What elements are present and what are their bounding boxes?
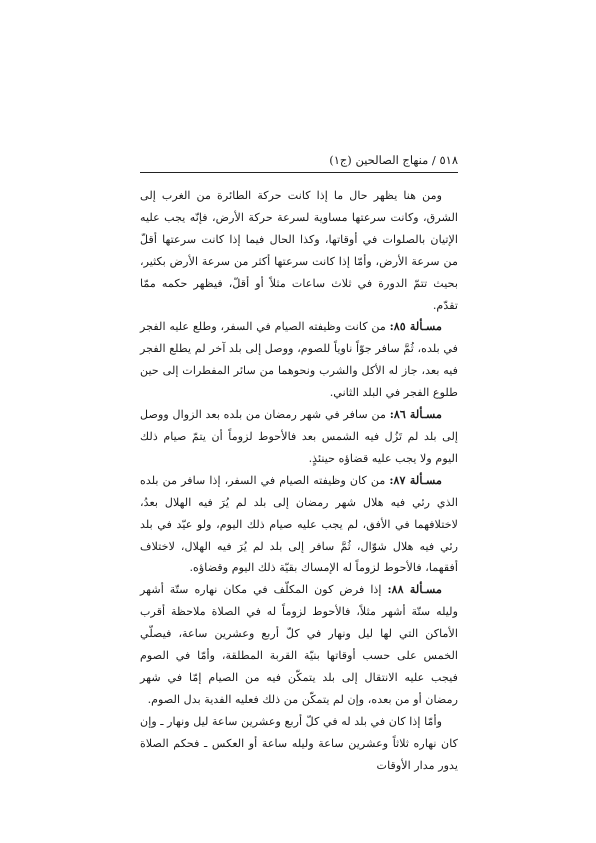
header-rule xyxy=(140,172,458,173)
page-body xyxy=(140,185,458,776)
paragraph-text: إذا فرض كون المكلّف في مكان نهاره ستّة أشهر وليله ستّة أشهر مثلاً، فالأحوط لزوماً له في الصلاة ملاحظة أقرب الأماكن التي لها ليل ونهار في كلّ أربع وعشرين ساعة، فيصلّي الخمس على حسب أوقاتها بنيّة القربة المطلقة، وأمّا في الصوم فيجب عليه الانتقال إلى بلد يتمكّن فيه من الصيام إمّا في شهر رمضان أو من بعده، وإن لم يتمكّن من ذلك فعليه الفدية بدل الصوم. xyxy=(140,583,458,706)
paragraph-text: ومن هنا يظهر حال ما إذا كانت حركة الطائرة من الغرب إلى الشرق، وكانت سرعتها مساوية لسرعة حركة الأرض، فإنّه يجب عليه الإتيان بالصلوات في أوقاتها، وكذا الحال فيما إذا كانت سرعتها أقلّ من سرعة الأرض، وأمّا إذا كانت سرعتها أكثر من سرعة الأرض بكثير، بحيث تتمّ الدورة في ثلاث ساعات مثلاً أو أقلّ، فيظهر حكمه ممّا تقدّم. xyxy=(140,189,458,312)
issue-label: مسـألة ٨٧: xyxy=(389,472,442,487)
paragraph xyxy=(140,185,458,316)
issue-label: مسـألة ٨٦: xyxy=(389,407,442,422)
issue-label: مسـألة ٨٥: xyxy=(389,319,442,334)
paragraph xyxy=(140,470,458,580)
paragraph-text: وأمّا إذا كان في بلد له في كلّ أربع وعشرين ساعة ليل ونهار ـ وإن كان نهاره ثلاثاً وعشرين ساعة وليله ساعة أو العكس ـ فحكم الصلاة يدور مدار الأوقات xyxy=(140,714,458,772)
paragraph xyxy=(140,404,458,470)
paragraph-text: من كانت وظيفته الصيام في السفر، وطلع عليه الفجر في بلده، ثُمَّ سافر جوّاً ناوياً للصوم، ووصل إلى بلد آخر لم يطلع الفجر فيه بعد، جاز له الأكل والشرب ونحوهما من سائر المفطرات إلى حين طلوع الفجر في البلد الثاني. xyxy=(140,320,458,400)
issue-label: مسـألة ٨٨: xyxy=(387,582,442,597)
paragraph-text: من سافر في شهر رمضان من بلده بعد الزوال ووصل إلى بلد لم تَزُل فيه الشمس بعد فالأحوط لزوماً أن يتمّ صيام ذلك اليوم ولا يجب عليه قضاؤه حينئذٍ. xyxy=(140,408,458,465)
paragraph-text: من كان وظيفته الصيام في السفر، إذا سافر من بلده الذي رئي فيه هلال شهر رمضان إلى بلد لم يُرَ فيه الهلال بعدُ، لاختلافهما في الأفق، لم يجب عليه صيام ذلك اليوم، ولو عيّد في بلد رئي فيه هلال شوّال، ثُمَّ سافر إلى بلد لم يُرَ فيه الهلال، لاختلاف أفقهما، فالأحوط لزوماً له الإمساك بقيّة ذلك اليوم وقضاؤه. xyxy=(140,473,458,575)
paragraph xyxy=(140,579,458,710)
running-header: ٥١٨ / منهاج الصالحين (ج١) xyxy=(329,153,458,167)
paragraph xyxy=(140,316,458,404)
paragraph xyxy=(140,711,458,777)
